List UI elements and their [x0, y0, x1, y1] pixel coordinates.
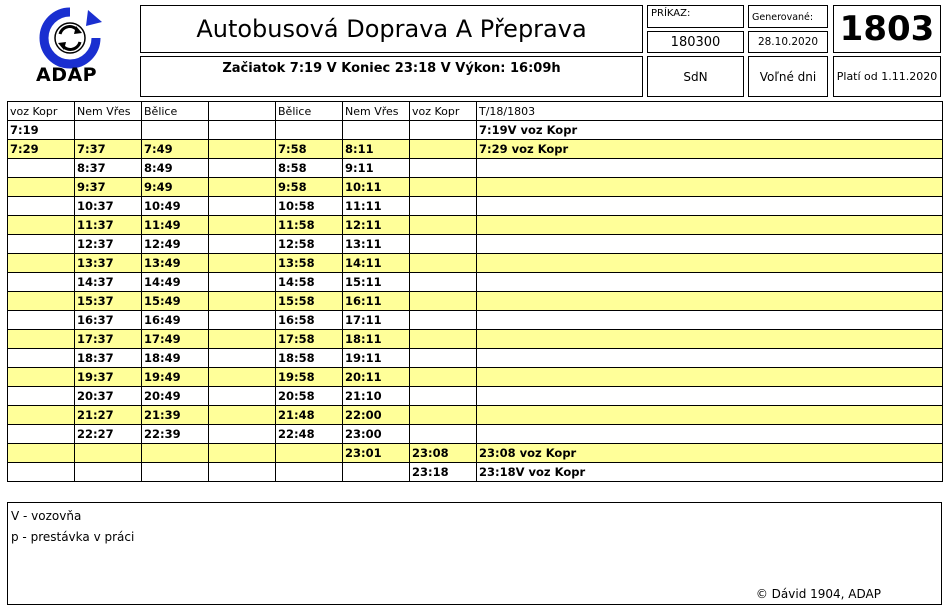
table-cell	[477, 311, 943, 330]
table-cell: 16:11	[343, 292, 410, 311]
table-cell	[8, 425, 75, 444]
table-cell: 10:37	[75, 197, 142, 216]
table-cell: 22:27	[75, 425, 142, 444]
table-row	[8, 349, 943, 368]
table-cell: 12:49	[142, 235, 209, 254]
table-cell	[477, 368, 943, 387]
table-cell	[209, 254, 276, 273]
table-cell: 16:37	[75, 311, 142, 330]
table-cell	[343, 463, 410, 482]
table-cell: 18:37	[75, 349, 142, 368]
table-cell: 13:58	[276, 254, 343, 273]
table-cell: 13:11	[343, 235, 410, 254]
table-cell	[410, 387, 477, 406]
table-cell	[8, 159, 75, 178]
table-cell: 23:18V voz Kopr	[477, 463, 943, 482]
bus-cycle-icon	[44, 10, 102, 64]
table-cell	[209, 235, 276, 254]
table-cell: 16:49	[142, 311, 209, 330]
column-header: Nem Vřes	[75, 102, 142, 121]
table-cell	[410, 406, 477, 425]
table-cell	[410, 159, 477, 178]
table-cell	[209, 387, 276, 406]
table-cell: 21:10	[343, 387, 410, 406]
table-row	[8, 444, 943, 463]
table-cell: 7:29 voz Kopr	[477, 140, 943, 159]
table-cell	[209, 444, 276, 463]
table-cell	[142, 444, 209, 463]
table-cell: 14:11	[343, 254, 410, 273]
table-cell	[477, 235, 943, 254]
table-cell	[477, 159, 943, 178]
order-value: 180300	[647, 31, 744, 53]
column-header: voz Kopr	[410, 102, 477, 121]
table-cell	[477, 254, 943, 273]
table-row	[8, 140, 943, 159]
table-cell: 15:37	[75, 292, 142, 311]
table-cell: 22:00	[343, 406, 410, 425]
route-number: 1803	[839, 9, 935, 49]
table-cell	[410, 235, 477, 254]
title-box	[140, 5, 643, 53]
table-cell: 21:27	[75, 406, 142, 425]
table-cell: 14:37	[75, 273, 142, 292]
table-cell	[8, 216, 75, 235]
table-cell	[209, 159, 276, 178]
table-cell: 19:58	[276, 368, 343, 387]
table-cell	[477, 216, 943, 235]
generated-label: Generované:	[748, 5, 828, 28]
table-cell	[343, 121, 410, 140]
table-cell: 20:11	[343, 368, 410, 387]
table-cell: 15:11	[343, 273, 410, 292]
table-cell	[8, 444, 75, 463]
table-cell: 21:48	[276, 406, 343, 425]
table-cell	[410, 254, 477, 273]
table-cell	[8, 387, 75, 406]
table-cell: 11:37	[75, 216, 142, 235]
table-cell: 19:37	[75, 368, 142, 387]
note-break: p - prestávka v práci	[11, 530, 135, 544]
table-cell: 23:08 voz Kopr	[477, 444, 943, 463]
table-row	[8, 311, 943, 330]
table-cell: 19:49	[142, 368, 209, 387]
table-cell: 23:00	[343, 425, 410, 444]
table-cell	[410, 349, 477, 368]
table-cell	[209, 121, 276, 140]
table-cell: 7:29	[8, 140, 75, 159]
table-cell	[209, 178, 276, 197]
table-cell: 9:11	[343, 159, 410, 178]
table-cell	[209, 216, 276, 235]
table-cell	[209, 292, 276, 311]
table-cell	[477, 349, 943, 368]
timetable	[7, 101, 943, 482]
table-cell	[8, 178, 75, 197]
generated-date: 28.10.2020	[748, 31, 828, 53]
table-cell: 7:49	[142, 140, 209, 159]
table-row	[8, 273, 943, 292]
table-cell: 8:11	[343, 140, 410, 159]
table-cell: 11:11	[343, 197, 410, 216]
table-cell: 7:58	[276, 140, 343, 159]
table-cell	[8, 463, 75, 482]
table-cell: 10:58	[276, 197, 343, 216]
table-cell: 12:58	[276, 235, 343, 254]
table-row	[8, 387, 943, 406]
column-header: Nem Vřes	[343, 102, 410, 121]
table-cell: 8:58	[276, 159, 343, 178]
table-cell	[209, 349, 276, 368]
table-cell	[477, 387, 943, 406]
table-row	[8, 121, 943, 140]
table-cell	[209, 406, 276, 425]
table-cell	[8, 330, 75, 349]
table-cell: 22:48	[276, 425, 343, 444]
table-cell	[209, 311, 276, 330]
shift-info: Začiatok 7:19 V Koniec 23:18 V Výkon: 16:09h	[140, 56, 643, 97]
column-header: voz Kopr	[8, 102, 75, 121]
table-cell: 23:18	[410, 463, 477, 482]
table-cell	[209, 273, 276, 292]
valid-from: Platí od 1.11.2020	[833, 56, 941, 97]
table-cell: 17:11	[343, 311, 410, 330]
table-cell: 8:49	[142, 159, 209, 178]
column-header	[209, 102, 276, 121]
table-cell	[410, 330, 477, 349]
logo-text: ADAP	[36, 64, 98, 86]
copyright: © Dávid 1904, ADAP	[755, 587, 881, 601]
table-cell: 15:49	[142, 292, 209, 311]
table-row	[8, 254, 943, 273]
table-cell: 9:37	[75, 178, 142, 197]
order-label: PRÍKAZ:	[647, 5, 744, 28]
table-cell	[276, 444, 343, 463]
table-row	[8, 330, 943, 349]
table-cell	[209, 197, 276, 216]
table-cell: 20:49	[142, 387, 209, 406]
table-row	[8, 235, 943, 254]
column-header: Bělice	[142, 102, 209, 121]
table-cell	[410, 425, 477, 444]
header-row	[8, 102, 943, 121]
table-cell	[410, 140, 477, 159]
table-cell: 21:39	[142, 406, 209, 425]
table-cell: 17:58	[276, 330, 343, 349]
table-cell: 14:49	[142, 273, 209, 292]
table-row	[8, 216, 943, 235]
table-cell: 10:11	[343, 178, 410, 197]
table-cell: 7:19V voz Kopr	[477, 121, 943, 140]
notes-box	[7, 502, 942, 605]
table-cell	[477, 292, 943, 311]
table-cell: 18:11	[343, 330, 410, 349]
table-cell	[8, 368, 75, 387]
table-cell	[477, 273, 943, 292]
table-cell	[209, 463, 276, 482]
table-cell	[477, 330, 943, 349]
table-row	[8, 178, 943, 197]
table-cell: 12:11	[343, 216, 410, 235]
table-row	[8, 292, 943, 311]
table-cell: 14:58	[276, 273, 343, 292]
table-cell: 18:58	[276, 349, 343, 368]
table-cell	[410, 311, 477, 330]
table-cell: 13:49	[142, 254, 209, 273]
table-cell: 16:58	[276, 311, 343, 330]
table-row	[8, 159, 943, 178]
table-cell: 19:11	[343, 349, 410, 368]
table-cell: 20:37	[75, 387, 142, 406]
table-cell	[209, 330, 276, 349]
table-cell: 7:37	[75, 140, 142, 159]
table-row	[8, 425, 943, 444]
table-cell	[8, 254, 75, 273]
table-cell	[410, 197, 477, 216]
table-cell: 13:37	[75, 254, 142, 273]
table-cell	[8, 197, 75, 216]
table-cell	[410, 121, 477, 140]
column-header: Bělice	[276, 102, 343, 121]
table-cell	[8, 273, 75, 292]
table-cell	[8, 235, 75, 254]
table-cell: 22:39	[142, 425, 209, 444]
day-type: SdN	[647, 56, 744, 97]
table-cell: 10:49	[142, 197, 209, 216]
table-cell: 15:58	[276, 292, 343, 311]
table-row	[8, 368, 943, 387]
table-cell	[209, 140, 276, 159]
table-cell	[477, 425, 943, 444]
table-cell: 9:58	[276, 178, 343, 197]
column-header: T/18/1803	[477, 102, 943, 121]
table-cell	[410, 292, 477, 311]
table-cell	[410, 273, 477, 292]
table-cell	[410, 368, 477, 387]
table-cell: 17:49	[142, 330, 209, 349]
table-cell: 9:49	[142, 178, 209, 197]
table-cell	[477, 406, 943, 425]
route-number-box	[833, 5, 941, 53]
table-cell	[8, 406, 75, 425]
table-cell	[8, 311, 75, 330]
free-days: Voľné dni	[748, 56, 828, 97]
table-cell	[75, 463, 142, 482]
table-cell	[410, 216, 477, 235]
table-row	[8, 463, 943, 482]
table-cell: 11:49	[142, 216, 209, 235]
note-depot: V - vozovňa	[11, 509, 82, 523]
table-cell	[142, 463, 209, 482]
table-cell: 7:19	[8, 121, 75, 140]
table-cell	[209, 425, 276, 444]
table-cell	[276, 463, 343, 482]
table-cell	[75, 444, 142, 463]
table-cell	[276, 121, 343, 140]
table-cell	[477, 197, 943, 216]
table-cell: 8:37	[75, 159, 142, 178]
table-cell: 17:37	[75, 330, 142, 349]
table-cell	[477, 178, 943, 197]
table-cell	[8, 349, 75, 368]
table-cell	[209, 368, 276, 387]
table-cell: 20:58	[276, 387, 343, 406]
table-cell: 23:01	[343, 444, 410, 463]
page-title: Autobusová Doprava A Přeprava	[196, 15, 587, 43]
table-cell	[8, 292, 75, 311]
table-row	[8, 406, 943, 425]
table-cell: 18:49	[142, 349, 209, 368]
table-row	[8, 197, 943, 216]
table-cell	[142, 121, 209, 140]
table-cell: 23:08	[410, 444, 477, 463]
table-cell: 12:37	[75, 235, 142, 254]
table-cell: 11:58	[276, 216, 343, 235]
table-cell	[75, 121, 142, 140]
table-cell	[410, 178, 477, 197]
